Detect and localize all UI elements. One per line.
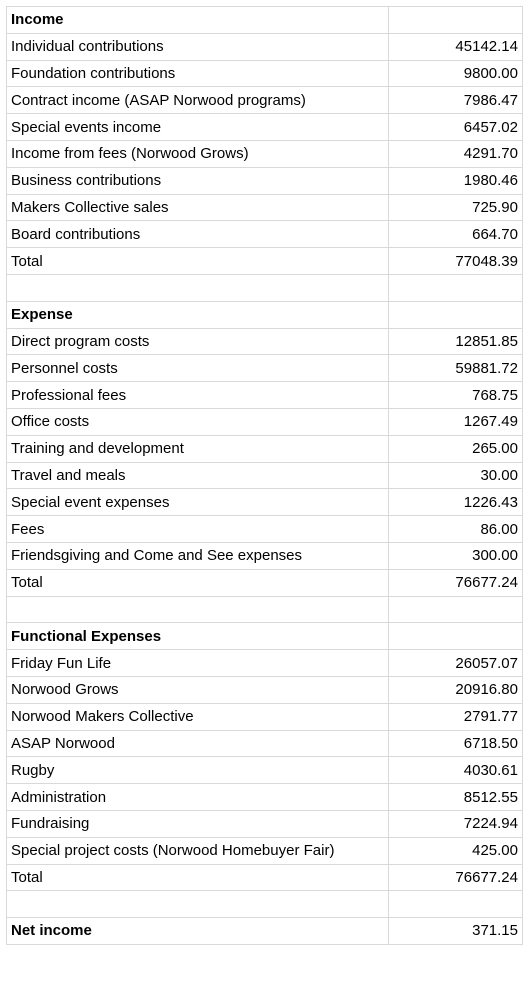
cell-value[interactable]: 4030.61: [389, 757, 523, 784]
expense-row: [7, 328, 523, 355]
functional-expenses-row: [7, 676, 523, 703]
cell-label[interactable]: Office costs: [7, 408, 389, 435]
functional-expenses-header-row: [7, 623, 523, 650]
cell-label[interactable]: Administration: [7, 784, 389, 811]
cell-value[interactable]: 425.00: [389, 837, 523, 864]
cell-value[interactable]: 6457.02: [389, 114, 523, 141]
functional-expenses-row: [7, 757, 523, 784]
functional-expenses-total-row: [7, 864, 523, 891]
expense-header-row: [7, 301, 523, 328]
cell-label[interactable]: Expense: [7, 301, 389, 328]
functional-expenses-row: [7, 837, 523, 864]
cell-value[interactable]: 300.00: [389, 542, 523, 569]
cell-value[interactable]: 1980.46: [389, 167, 523, 194]
cell-value[interactable]: 725.90: [389, 194, 523, 221]
cell-label[interactable]: Makers Collective sales: [7, 194, 389, 221]
cell-value[interactable]: 59881.72: [389, 355, 523, 382]
cell-value[interactable]: [389, 301, 523, 328]
cell-label[interactable]: [7, 596, 389, 623]
cell-value[interactable]: 4291.70: [389, 140, 523, 167]
cell-value[interactable]: 6718.50: [389, 730, 523, 757]
cell-value[interactable]: 76677.24: [389, 569, 523, 596]
cell-label[interactable]: Travel and meals: [7, 462, 389, 489]
cell-value[interactable]: [389, 596, 523, 623]
blank-row: [7, 274, 523, 301]
cell-label[interactable]: Fundraising: [7, 810, 389, 837]
cell-label[interactable]: Special project costs (Norwood Homebuyer Fair): [7, 837, 389, 864]
cell-label[interactable]: Norwood Makers Collective: [7, 703, 389, 730]
expense-row: [7, 462, 523, 489]
cell-label[interactable]: Business contributions: [7, 167, 389, 194]
cell-value[interactable]: 664.70: [389, 221, 523, 248]
cell-label[interactable]: ASAP Norwood: [7, 730, 389, 757]
cell-value[interactable]: 30.00: [389, 462, 523, 489]
income-row: [7, 221, 523, 248]
cell-value[interactable]: 768.75: [389, 382, 523, 409]
cell-label[interactable]: Foundation contributions: [7, 60, 389, 87]
income-row: [7, 167, 523, 194]
functional-expenses-row: [7, 810, 523, 837]
cell-label[interactable]: Direct program costs: [7, 328, 389, 355]
cell-label[interactable]: Special event expenses: [7, 489, 389, 516]
cell-value[interactable]: 45142.14: [389, 33, 523, 60]
income-total-row: [7, 248, 523, 275]
cell-label[interactable]: Rugby: [7, 757, 389, 784]
cell-label[interactable]: Contract income (ASAP Norwood programs): [7, 87, 389, 114]
cell-label[interactable]: Friday Fun Life: [7, 650, 389, 677]
functional-expenses-row: [7, 784, 523, 811]
cell-label[interactable]: Professional fees: [7, 382, 389, 409]
income-row: [7, 60, 523, 87]
cell-label[interactable]: Total: [7, 569, 389, 596]
financial-summary-table: [6, 6, 523, 945]
income-header-row: [7, 7, 523, 34]
cell-value[interactable]: 20916.80: [389, 676, 523, 703]
cell-value[interactable]: 1226.43: [389, 489, 523, 516]
cell-value[interactable]: [389, 891, 523, 918]
cell-label[interactable]: Income: [7, 7, 389, 34]
expense-row: [7, 489, 523, 516]
cell-value[interactable]: 7986.47: [389, 87, 523, 114]
cell-value[interactable]: 265.00: [389, 435, 523, 462]
cell-label[interactable]: Training and development: [7, 435, 389, 462]
cell-label[interactable]: Individual contributions: [7, 33, 389, 60]
functional-expenses-row: [7, 730, 523, 757]
expense-row: [7, 382, 523, 409]
cell-label[interactable]: Friendsgiving and Come and See expenses: [7, 542, 389, 569]
expense-total-row: [7, 569, 523, 596]
expense-row: [7, 355, 523, 382]
cell-value[interactable]: [389, 623, 523, 650]
cell-value[interactable]: 371.15: [389, 918, 523, 945]
cell-label[interactable]: Net income: [7, 918, 389, 945]
cell-value[interactable]: 26057.07: [389, 650, 523, 677]
functional-expenses-row: [7, 703, 523, 730]
cell-label[interactable]: Personnel costs: [7, 355, 389, 382]
cell-value[interactable]: 8512.55: [389, 784, 523, 811]
blank-row: [7, 891, 523, 918]
income-row: [7, 194, 523, 221]
cell-label[interactable]: [7, 891, 389, 918]
cell-label[interactable]: Total: [7, 864, 389, 891]
cell-label[interactable]: [7, 274, 389, 301]
cell-value[interactable]: [389, 274, 523, 301]
cell-label[interactable]: Norwood Grows: [7, 676, 389, 703]
cell-value[interactable]: 12851.85: [389, 328, 523, 355]
cell-label[interactable]: Special events income: [7, 114, 389, 141]
functional-expenses-row: [7, 650, 523, 677]
cell-label[interactable]: Functional Expenses: [7, 623, 389, 650]
income-row: [7, 140, 523, 167]
cell-label[interactable]: Fees: [7, 516, 389, 543]
cell-value[interactable]: 77048.39: [389, 248, 523, 275]
cell-value[interactable]: 76677.24: [389, 864, 523, 891]
expense-row: [7, 435, 523, 462]
cell-value[interactable]: 2791.77: [389, 703, 523, 730]
cell-value[interactable]: 86.00: [389, 516, 523, 543]
cell-label[interactable]: Board contributions: [7, 221, 389, 248]
cell-label[interactable]: Total: [7, 248, 389, 275]
expense-row: [7, 542, 523, 569]
cell-label[interactable]: Income from fees (Norwood Grows): [7, 140, 389, 167]
blank-row: [7, 596, 523, 623]
cell-value[interactable]: 9800.00: [389, 60, 523, 87]
cell-value[interactable]: 1267.49: [389, 408, 523, 435]
income-row: [7, 114, 523, 141]
income-row: [7, 33, 523, 60]
net-income-row: [7, 918, 523, 945]
expense-row: [7, 408, 523, 435]
cell-value[interactable]: 7224.94: [389, 810, 523, 837]
cell-value[interactable]: [389, 7, 523, 34]
income-row: [7, 87, 523, 114]
expense-row: [7, 516, 523, 543]
